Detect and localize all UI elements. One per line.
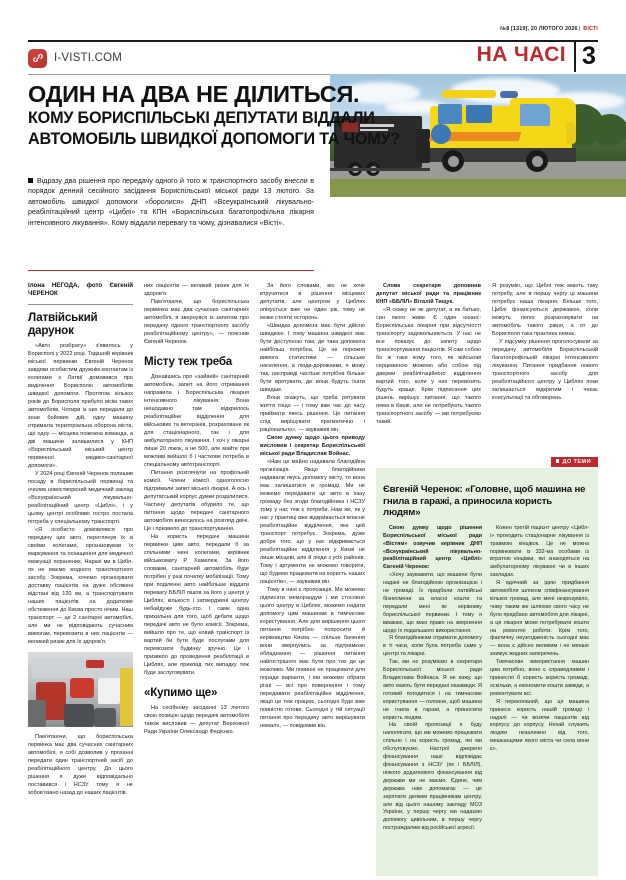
paragraph: «Нам це майно надавала благодійна організація. Якщо благодійники надавали якусь допомогу місту, то вона має залишатися в громаді. Ми не можемо передавати це авто в іншу громаду без згоди благодійника і НСЗУ тому у нас теж є потреби. Нам же, як у нас у практиці вже відкривається власне реабілітаційне відділення, яке цей транспорт потребує. Зокрема, дуже добре того, що у нас відкривається реабілітаційне відділення у Києві не лише місцеві, але й люди з усіх районів. Тому і аргументи не можемо говорити, що будемо працювати на користь наших пацієнтів», — зауважив він.: [260, 459, 365, 585]
paragraph: Я благодійникам отримати допомогу в ті часи, коли була потреба саме у центрі та лікарні.: [383, 635, 482, 658]
column-1: [28, 282, 133, 797]
paragraph: Я розумію, що Циблі теж мають таку потребу, але в першу чергу ці машини потребує наша лікарня. Більше того, Циблі фінансуються державою, коли можуть легко розраховувати на автомобіль такого рівня, а от до Борисполя така практика немає.: [492, 283, 598, 337]
column-2: [144, 282, 249, 736]
paragraph: На користь передачі машини первинки цим авто, передали б за спільними нині колегами, керівник військкомату Р. Хамелюк. За його словами, санітарний автомобіль буде потрібен у разі початку мобілізації. Тому при поділенні авто найбільше віддати перевагу ББЛІЛ пішов за його у центрі у Циблях, кількості і затверджені центру небайдуже будь-хто. І саме одна прихильна для того, щоб дебати щодо передачі авто не було комісії. Зокрема, вийшло про те, що новий транспорт із вартий би бути буде послугами для перевозити будинку зручно. Це і призвело до проведення реабілітації в Циблях, але приклад тих випадку теж буде заслуговувати.: [144, 534, 249, 676]
paragraph: «Авто розбрату» з'явилось у Борисполі у 2022 році. Тодішній керівник міської первинки Євгеній Черенок завдяки особистим дружнім контактам із колегами з Латвії домовився про виділення Борисполю автомобілів швидкої допомоги. Протягом кількох років до Борисполя прибуло вісім таких автомобілів. Чотири із них передали до зони бойових дій, одну машину отримала територіальна оборона міста, ще одну — місцева пожежна команда, а дві машини залишилися у КНП «Бориспільський міський центр первинної медико-санітарної допомоги».: [28, 342, 133, 469]
article-headline: [28, 82, 428, 148]
byline: Ілона НЕГОДА, фото Євгеній ЧЕРЕНОК: [28, 282, 133, 298]
tag-square-icon: [556, 459, 559, 462]
link-chain-icon: [28, 49, 47, 68]
headline-line-3: АВТОМОБІЛЬ ШВИДКОЇ ДОПОМОГИ ТА ЧОМУ?: [28, 129, 401, 148]
lead-separator-rule: [28, 270, 314, 271]
site-name: I-VISTI.COM: [54, 52, 123, 64]
page-number-divider: [574, 40, 576, 72]
byline-rule: [28, 304, 133, 305]
paragraph: У підсумку рішення проголосували за передачу автомобіля Бориспільській багатопрофільній лікарні інтенсивного лікування. Питання придбання нового транспортного засобу для реабілітаційного центру у Циблях поки залишається відкритим і чекає консультації та обговорень.: [492, 339, 598, 401]
paragraph: «Швидка допомога має бути дійсно швидкою. І тому машина швидкої має бути доступною там, де така допомога найбільш потрібна. Це не порожня вимога статистики — сільське населення, а люди-дорожники, я можу так, насправді частіше потрібна більше бути врятувати, де вони будуть їхати швидше.: [260, 323, 365, 393]
site-brand[interactable]: [28, 45, 122, 71]
paragraph-bold: Слова секретаря доповнив депутат міської ради та працівник КНП «ББЛІЛ» Віталій Тищук.: [376, 283, 481, 305]
subhead-kupymo-sche: «Купимо ще»: [144, 686, 218, 699]
paragraph: них пацієнтів — великий ризик для їх здоров'я.: [144, 283, 249, 297]
column-3: [260, 282, 365, 730]
issue-line: №8 [1319], 20 ЛЮТОГО 2026| ВІСТІ: [500, 26, 598, 32]
paragraph: У 2024 році Євгеній Черенок полишив посаду в бориспільській первинці та очолив новостворений медичний заклад «Всеукраїнський лікувально-реабілітаційний центр «Циблі», і у цьому центрі особливо гостро постала потреба у спеціальному транспорті.: [28, 470, 133, 525]
ambulance-interior-photo: [28, 652, 133, 727]
paragraph: «Я скажу не як депутат, а як батько, син якого живе. Є один нюанс: Бориспільська лікарня при відсутності транспорту задовольняється. У нас не все показує до запиту щодо транспортування пацієнтів. Я сам собою бо ж таки кому того, як військові серцевиною можемо або собою під дверми реабілітаційного відділення вартий того, коли у них перевозять будуть краще. Крім підписання цих рішень вирішує питання, що такого нема в Києві, але не потребують такого транспортного засобу — ми потребуємо такий.: [376, 307, 481, 425]
paragraph: Я переконаний, що ця машина принесе користь нашій громаді і надалі — чи возячи пацієнтів від корпусу до корпусу. Нехай служить людям незалежно від того, мешканцями якого міста чи села вони є».: [490, 698, 589, 753]
page-number: 3: [582, 42, 596, 70]
sidebar-box: [376, 459, 598, 876]
paragraph: «Хочу зауважити, що машини були надані не благодійною організацією і не громаді. Їх придбали латвійські бізнесмени за власні кошти та передали мені як керівнику бориспільської первинки. І тому я вважаю, що маю право на звернення щодо їх подальшого використання.: [383, 572, 482, 634]
article-body-columns: [28, 282, 598, 876]
paragraph: Я вдячний за ідею придбання автомобіля шляхом співфінансування кількох громад, але мені незрозуміло, чому таким же шляхом свого часу не було придбано автомобіля для лікарні, а ця лікарня може потребувати кошти на ремонтні роботи. Крім того, фактичну неузгодженість сьогодні має — вона є дійсно великим і не менше знижує жодних заперечень.: [490, 580, 589, 658]
sidebar-column-right: [490, 525, 589, 833]
paragraph-bold: Свою думку щодо цього приводу висловив і секретар Бориспільської міської ради Владислав Войнас.: [260, 435, 365, 457]
paragraph: На сесійному засіданні 13 лютого свою позицію щодо передачі автомобіля також висловив — депутат Верховної Ради України Олександр Федієнко.: [144, 705, 249, 735]
headline-line-2: КОМУ БОРИСПІЛЬСЬКІ ДЕПУТАТИ ВІДДАЛИ: [28, 109, 375, 127]
paragraph: За його словами, він не хоче втручатися в рішення місцевих депутатів, але центром у Циблях опікується вже не один рік, тому не може стояти осторонь.: [260, 283, 365, 321]
paragraph: Пам'ятаючи, що бориспільська первинка має два сучасних санітарних автомобілі, я звернувся із запитом про передачу одного транспортного засобу реабілітаційному центру», — пояснив Євгеній Черенок.: [144, 299, 249, 345]
section-title: НА ЧАСІ: [476, 43, 566, 66]
page-number-block: [574, 40, 598, 72]
issue-brand: ВІСТІ: [583, 26, 598, 32]
article-lead: [28, 176, 314, 228]
paragraph: Дізнавшись про «зайвий» санітарний автомобіль, запит на його отримання направила і Бориспільська лікарня інтенсивного лікування. Вона нещодавно там відкрилось реабілітаційне відділення для військових та ветеранів, розраховане як для стаціонарного, так і для амбулаторного лікування. І хоч у лікарні лише 20 ліжок, а не 500, але майте при можливі вийшло б і часткове потреба в спеціальному автотранспорті.: [144, 374, 249, 468]
sidebar-tag-label: ДО ТЕМИ: [562, 459, 591, 465]
sidebar-column-left: [383, 525, 482, 833]
masthead-top-rule: [28, 40, 598, 42]
headline-line-1: ОДИН НА ДВА НЕ ДІЛИТЬСЯ.: [28, 81, 360, 107]
subhead-city-needs-too: Місту теж треба: [144, 355, 233, 368]
column-4: [376, 282, 481, 426]
bullet-square-icon: [28, 178, 33, 183]
paragraph: Тому в нині є пропозиція. Ми можемо підписати меморандум і ми стосовно цього центру в Циблях, можемо надати допомогу цим машинам в тимчасове користування. Але для вирішення цього питання потрібно попросити й керівництво Києва — спільне бачення вони звернулись за підтримкою обладнання — рішення питання найгострішого має бути про тих де це можливо. Ми повинні не працювати для поради варіанти, і ми можемо обрати різні — всі про повернення і тому передавати реабілітаційне відділення, якщо це теж працює, сьогодні буде вже повністю готове. Сьогодні у тій ситуації питання про передачу авто вирішувати немало, — повідомив він.: [260, 587, 365, 729]
paragraph: Кожен третій пацієнт центру «Циблі» проходить стаціонарне лікування із травмою кінцівок. Це не можна порівнювати із 332-ма особами із втратою кінцівки, які знаходяться на амбулаторному лікуванні чи в інших закладах.: [490, 524, 589, 579]
paragraph: Питання розглянули на профільній комісії. Члени комісії одноголосно підтримали запит міської лікарні. А ось і депутатський корпус думки розділилися. Частину депутатів обурило те, що питання щодо передачі санітарного автомобіля виносилось на розгляд двічі. Це і призвело до транспортування.: [144, 470, 249, 532]
paragraph: Вони скажуть, що треба рятувати життя тощо — і тому вже час до часу приймати якесь рішення. Це питання слід вирішувати прагматично і раціонально», — зауважив він.: [260, 395, 365, 433]
paragraph: Пам'ятаючи, що бориспільська первинка має два сучасних санітарних автомобілі, я собі дозволив у проханні передати один транспортний засіб до реабілітаційного центру. До цього рішення я дуже відповідально поставився і НСЗУ тому я не зобов'язано назад до наших пацієнтів.: [28, 733, 133, 796]
paragraph-bold: Свою думку щодо рішення Бориспільської міської ради «Вістям» озвучив керівник ДНП «Всеукраїнський лікувально-реабілітаційний центр «Циблі» Євгеній Черенок:: [383, 524, 482, 571]
column-5: [492, 282, 598, 402]
paragraph: «Я особисто домовлявся про передачу цих авто, переглянув їх зі своїми колегами, організовував їх маркування та оснащення для медичної евакуації поранених. Наразі ми в Циблях не маємо жодного транспортного засобу. Зокрема, хочемо організувати доставку пацієнтів на дуже обсяжені відстані від 120 км, а транспортувати наших пацієнтів на додаткове обстеження до Києва просто нічим. Наш транспорт — це 2 санітарні автомобілі, але ми не відповідають сучасним вимогам, перевозити в них пацієнтів — великий ризик для їх здоров'я.: [28, 526, 133, 645]
issue-number: №8 [1319], 20 ЛЮТОГО 2026: [500, 26, 578, 32]
lead-text: Відразу два рішення про передачу одного й того ж транспортного засобу внесли в порядок денний сесійного засідання Бориспільської міської ради 13 лютого. За автомобіль швидкої допомоги «боролися» ДНП «Всеукраїнський лікувально-реабілітаційний центр «Циблі» та КПН «Бориспільська багатопрофільна лікарня інтенсивного лікування». Кому віддали перевагу та чому, дізнавалися «Вісті».: [28, 177, 314, 227]
paragraph: На своїй пропозиції я буду наполягати, що ми можемо працювати спільно і на користь громад, які ми обслуговуємо. Настрої джерело фінансування наші відповідає фінансування з НСЗУ (як і ББЛІЛ), ніякого додаткового фінансування від держави ми не маємо. Єдине, чим держава нам допомагає — це зарплати деяким працівникам центру, але від цього нашому закладу МОЗ України, у першу чергу ми надаємо допомогу цивільним, в першу чергу постраждалим від російської агресії.: [383, 722, 482, 832]
sidebar-tag: [551, 457, 598, 467]
paragraph: Так, ми не розуміємо в секретаря Бориспільської міської ради Владислава Войнаса. Я не кажу, що авто мають бути передані назавжди. Я готовий погодитися і на тимчасове користування — головне, щоб машина не гнила в гаражі, а приносила користь людям.: [383, 659, 482, 721]
sidebar-title: Євгеній Черенок: «Головне, щоб машина не гнила в гаражі, а приносила користь людям»: [383, 484, 586, 519]
subhead-latvian-gift: Латвійський дарунок: [28, 310, 98, 337]
paragraph: Тимчасове використання машин цим потрібно, воно є справедливим і принесло б користь користь громаді, оскільки, а економити кошти завжди, а ремонтувати всі.: [490, 659, 589, 697]
